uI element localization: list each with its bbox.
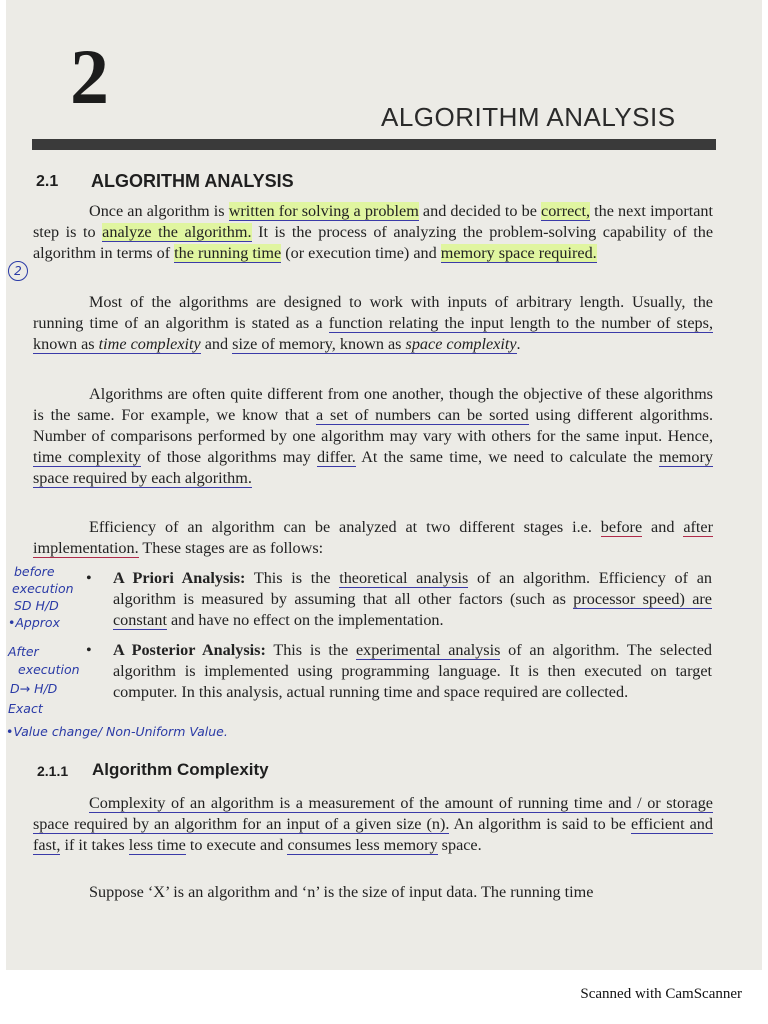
bullet-dot: •: [86, 641, 92, 659]
chapter-divider: [32, 139, 716, 150]
text: of an algorithm. The selected algorithm is implemented using programming language. It is then executed on target computer. In this analysis, actual running time and space required are collected.: [113, 641, 712, 701]
scanned-page: [6, 0, 762, 970]
handwritten-note-value-change: •Value change/ Non-Uniform Value.: [6, 724, 228, 739]
handwritten-note-after: After: [8, 644, 39, 659]
paragraph-different-algorithms: [33, 384, 713, 489]
text: if it takes: [60, 836, 129, 854]
highlight: the running time: [174, 244, 282, 262]
text: and: [200, 335, 233, 353]
paragraph-complexity-intro: [33, 292, 713, 355]
term: A Priori Analysis:: [113, 569, 246, 587]
text: Algorithms are often quite different from one another, though the objective of these algorithms is the same. For example, we know that: [33, 385, 713, 424]
underlined-text: memory space required by each algorithm.: [33, 448, 713, 487]
paragraph-running-time: [33, 882, 713, 903]
handwritten-note-approx: •Approx: [8, 615, 60, 630]
underlined-text: size of memory, known as: [232, 335, 406, 353]
chapter-number: 2: [70, 33, 109, 120]
text: and have no effect on the implementation.: [166, 611, 444, 629]
text: using different algorithms. Number of comparisons performed by one algorithm may vary with others for the same input. Hence,: [33, 406, 713, 445]
text: of those algorithms may: [140, 448, 318, 466]
underlined-text: experimental analysis: [355, 641, 501, 659]
handwritten-note-before: before: [14, 564, 55, 579]
term: A Posterior Analysis:: [113, 641, 266, 659]
handwritten-note-execution-2: execution: [18, 662, 80, 677]
handwritten-note-execution: execution: [12, 581, 74, 596]
paragraph-complexity-definition: [33, 793, 713, 856]
text: This is the: [245, 569, 340, 587]
chapter-title: ALGORITHM ANALYSIS: [381, 102, 676, 132]
text: the next important step is to: [33, 202, 714, 241]
underlined-text: differ.: [317, 448, 356, 466]
italic-term: time complexity: [98, 335, 201, 353]
circled-number-annotation: 2: [8, 261, 28, 281]
scanner-footer: Scanned with CamScanner: [580, 986, 742, 1002]
section-number: 2.1: [36, 173, 59, 190]
underlined-text: a set of numbers can be sorted: [316, 406, 529, 424]
list-item-a-posterior: [86, 640, 712, 703]
section-title: ALGORITHM ANALYSIS: [91, 171, 294, 191]
underlined-text: consumes less memory: [287, 836, 438, 854]
highlight: memory space required.: [440, 244, 597, 262]
highlight: analyze the algorithm.: [102, 223, 252, 241]
underlined-text: function relating the input length to the number of steps, known as: [33, 314, 713, 353]
underlined-text: before: [600, 518, 643, 536]
paragraph-intro: [33, 201, 713, 264]
subsection-title: Algorithm Complexity: [92, 760, 269, 779]
italic-term: space complexity: [405, 335, 517, 353]
text: of an algorithm. Efficiency of an algorithm is measured by assuming that all other factors (such as: [113, 569, 712, 608]
underlined-text: time complexity: [33, 448, 141, 466]
handwritten-note-sd: SD H/D: [14, 598, 59, 613]
highlight: correct,: [541, 202, 591, 220]
text: Suppose ‘X’ is an algorithm and ‘n’ is the size of input data. The running time: [89, 883, 594, 901]
analysis-list: [86, 568, 712, 712]
text: It is the process of analyzing the problem-solving capability of the algorithm in terms of: [33, 223, 714, 262]
underlined-text: Complexity of an algorithm is a measurement of the amount of running time and / or storage space required by an algorithm for an input of a given size (n).: [33, 794, 713, 833]
text: .: [516, 335, 521, 353]
highlight: written for solving a problem: [228, 202, 419, 220]
bullet-dot: •: [86, 569, 92, 587]
text: At the same time, we need to calculate the: [355, 448, 660, 466]
text: Efficiency of an algorithm can be analyzed at two different stages i.e.: [89, 518, 601, 536]
paragraph-efficiency: [33, 517, 713, 559]
text: Most of the algorithms are designed to work with inputs of arbitrary length. Usually, the running time of an algorithm is stated as a: [33, 293, 713, 332]
underlined-text: theoretical analysis: [339, 569, 469, 587]
underlined-text: efficient and fast,: [33, 815, 713, 854]
text: and decided to be: [418, 202, 542, 220]
underlined-text: processor speed) are constant: [113, 590, 712, 629]
subsection-number: 2.1.1: [37, 763, 69, 779]
handwritten-note-dh: D→ H/D: [10, 681, 58, 696]
list-item-a-priori: [86, 568, 712, 631]
text: These stages are as follows:: [138, 539, 324, 557]
text: (or execution time) and: [281, 244, 441, 262]
underlined-text: after implementation.: [33, 518, 713, 557]
text: This is the: [265, 641, 356, 659]
handwritten-note-exact: Exact: [8, 701, 43, 716]
text: to execute and: [185, 836, 288, 854]
text: and: [642, 518, 684, 536]
text: An algorithm is said to be: [449, 815, 631, 833]
underlined-text: less time: [128, 836, 186, 854]
text: Once an algorithm is: [89, 202, 229, 220]
text: space.: [437, 836, 482, 854]
